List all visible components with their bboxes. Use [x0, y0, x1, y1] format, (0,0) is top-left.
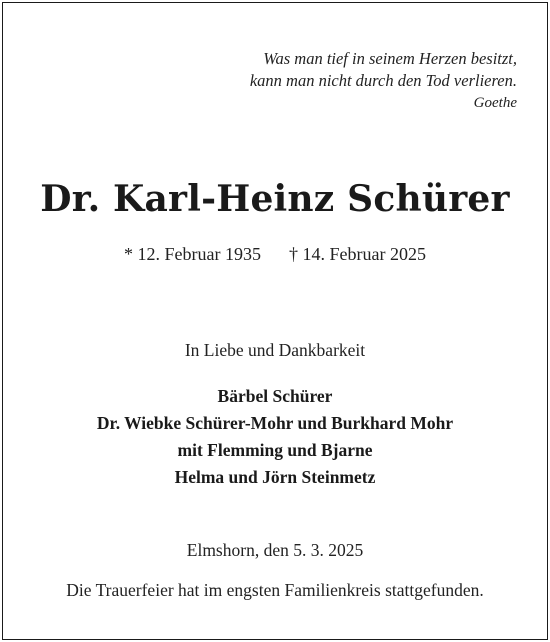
goethe-quote	[250, 48, 517, 114]
funeral-note: Die Trauerfeier hat im engsten Familienkreis stattgefunden.	[66, 580, 484, 600]
deceased-name: Dr. Karl-Heinz Schürer	[40, 178, 510, 220]
death-date: † 14. Februar 2025	[289, 244, 426, 264]
birth-date: * 12. Februar 1935	[124, 244, 261, 264]
mourners-list	[0, 383, 550, 491]
mourner-line: Helma und Jörn Steinmetz	[174, 467, 376, 487]
quote-line-1: Was man tief in seinem Herzen besitzt,	[263, 49, 517, 68]
mourner-line: Dr. Wiebke Schürer-Mohr und Burkhard Mohr	[96, 413, 454, 433]
place-and-date: Elmshorn, den 5. 3. 2025	[186, 540, 364, 560]
life-dates	[0, 244, 550, 265]
quote-line-2: kann man nicht durch den Tod verlieren.	[249, 71, 517, 90]
intro-line: In Liebe und Dankbarkeit	[184, 340, 366, 360]
mourner-line: mit Flemming und Bjarne	[177, 440, 373, 460]
quote-author: Goethe	[473, 95, 517, 111]
mourner-line: Bärbel Schürer	[217, 386, 333, 406]
